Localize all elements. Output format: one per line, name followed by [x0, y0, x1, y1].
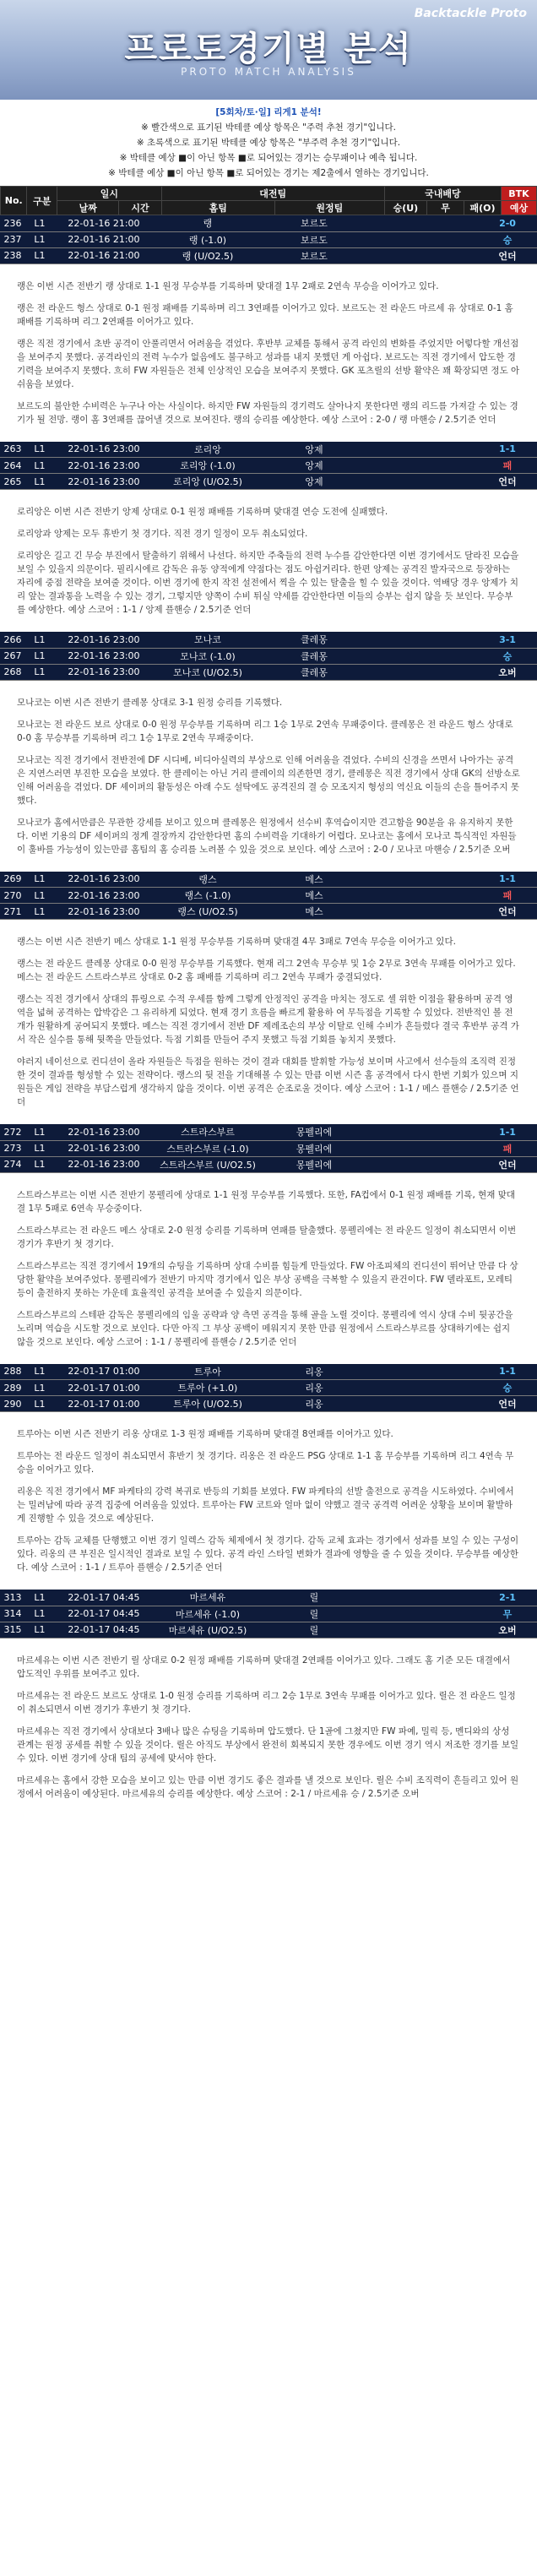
- row-away: 클레몽: [262, 648, 366, 664]
- table-row[interactable]: [0, 1156, 537, 1172]
- row-type: L1: [25, 1380, 54, 1396]
- row-no: 273: [0, 1140, 25, 1156]
- row-draw: [407, 664, 442, 680]
- row-no: 271: [0, 904, 25, 920]
- analysis-paragraph: 모나코는 직전 경기에서 전반전에 DF 시디베, 비디아실력의 부상으로 인해 어려움을 겪었다. 수비의 신경을 쓰면서 나아가는 공격은 지연스러면 부진한 모습을 보였다. 한 클레이는 아닌 거리 클레이의 의존한면 경기, 클레몽은 직전 경기에서 상대 GK의 선방쇼로 인해 어려움을 겪었다. DF 셰이퍼의 활동성은 아래 수도 설탁에도 공격진의 결 승 모조지지 형성의 역신요 이들의 손을 틀어주지 못했다.: [17, 754, 520, 806]
- table-row[interactable]: [0, 458, 537, 474]
- row-pred: 오버: [478, 1622, 537, 1638]
- analysis-paragraph: 랭은 직전 경기에서 초반 공격이 안풀리면서 어려움을 겪었다. 후반부 교체를 통해서 공격 라인의 변화를 주었지만 어렇다할 개선점을 보여주지 못했다. 공격라인의 전력 누수가 없음에도 불구하고 성과를 내지 못했던 게 아쉽다. 보르도는 직전 경기에서 압도한 경기력을 보여주지 못했다. 흐히 FW 자원들은 전체 인상적인 모습을 보여주지 못했다. GK 포츠릴의 선방 활약은 꽤 확장되면 정도 아쉬움을 보였다.: [17, 338, 520, 389]
- row-datetime: 22-01-16 23:00: [54, 1156, 154, 1172]
- row-draw: [407, 632, 442, 648]
- row-away: 보르도: [262, 231, 366, 247]
- row-type: L1: [25, 1606, 54, 1622]
- row-pred: 무: [478, 1606, 537, 1622]
- row-type: L1: [25, 888, 54, 904]
- notice-box: [0, 100, 537, 186]
- row-lose: [442, 632, 478, 648]
- table-row[interactable]: [0, 648, 537, 664]
- table-row[interactable]: [0, 231, 537, 247]
- row-pred: 오버: [478, 664, 537, 680]
- table-row[interactable]: [0, 632, 537, 648]
- row-home: 스트라스부르 (-1.0): [154, 1140, 262, 1156]
- row-home: 모나코 (U/O2.5): [154, 664, 262, 680]
- row-lose: [442, 664, 478, 680]
- row-datetime: 22-01-16 23:00: [54, 1124, 154, 1140]
- row-draw: [407, 1140, 442, 1156]
- row-home: 트루아 (U/O2.5): [154, 1396, 262, 1412]
- row-no: 269: [0, 872, 25, 888]
- match-block: [0, 1124, 537, 1364]
- row-draw: [407, 1590, 442, 1606]
- table-row[interactable]: [0, 1606, 537, 1622]
- table-row[interactable]: [0, 888, 537, 904]
- row-type: L1: [25, 1396, 54, 1412]
- row-win: [366, 1622, 407, 1638]
- row-type: L1: [25, 648, 54, 664]
- row-no: 264: [0, 458, 25, 474]
- row-win: [366, 1606, 407, 1622]
- row-lose: [442, 1380, 478, 1396]
- analysis-paragraph: 랭스는 직전 경기에서 상대의 튜링으로 수적 우세를 함께 그렇게 안정적인 공격을 마치는 정도로 셀 위한 이점을 활용하며 공격 영역을 넓혀 공격하는 압박감은 그 유리하게 되었다. 현재 경기 흐름을 빠르게 활용하 여 무득점을 기록할 수 있었다. 전반적인 볼 전개가 원활하게 공여되지 못했다. 메스는 직전 경기에서 전반 DF 제레조손의 부상 이탈로 인해 수비가 흔들렸다 결국 후반부 공격 가서 작은 실수를 통해 뒷쪽을 만들었다. 득점 기회를 만들어 주지 못했고 득점 기회를 놓치지 못했다.: [17, 994, 519, 1045]
- row-no: 237: [0, 231, 25, 247]
- analysis-paragraph: 스트라스부르는 직전 경기에서 19개의 슈팅을 기록하며 상대 수비를 힘들게 만들었다. FW 아조피체의 컨디션이 뛰어난 만큼 다 상당한 활약을 보여주었다. 몽펠리에가 전반기 마지막 경기에서 입은 부상 공백을 극복할 수 있을지 관건이다. FW 델라포트, 모레티 등이 출전하지 못하는 가운데 효율적인 공격을 보여줄 수 있을지 의문이다.: [17, 1260, 518, 1298]
- row-type: L1: [25, 247, 54, 264]
- row-pred: 언더: [478, 904, 537, 920]
- row-no: 270: [0, 888, 25, 904]
- analysis-paragraph: 트루아는 전 라운드 일정이 취소되면서 휴반기 첫 경기다. 리옹은 전 라운드 PSG 상대로 1-1 홈 무승부를 기록하며 리그 4연속 무승을 이어가고 있다.: [17, 1451, 514, 1475]
- notice-line: ※ 초록색으로 표기된 박테클 예상 항목은 "부주력 추천 경기"입니다.: [136, 138, 401, 148]
- col-time: 시간: [119, 201, 161, 215]
- row-no: 274: [0, 1156, 25, 1172]
- row-draw: [407, 904, 442, 920]
- row-datetime: 22-01-17 04:45: [54, 1622, 154, 1638]
- row-draw: [407, 1396, 442, 1412]
- row-pred: 패: [478, 1140, 537, 1156]
- analysis-paragraph: 마르세유는 직전 경기에서 상대보다 3배나 많은 슈팅을 기록하며 압도했다. 단 1골에 그쳤지만 FW 파예, 밀릭 등, 멘디와의 상성 관계는 원정 공세를 취할 수 있을 것이다. 릴은 아직도 부상에서 완전히 회복되지 못한 경우에도 이번 경기 역시 저조한 경기를 보일 수 있다. 이번 경기에 상대 팀의 공세에 맞서야 한다.: [17, 1725, 519, 1764]
- row-datetime: 22-01-17 01:00: [54, 1380, 154, 1396]
- row-win: [366, 1124, 407, 1140]
- row-home: 로리앙: [154, 442, 262, 458]
- row-away: 몽펠리에: [262, 1140, 366, 1156]
- analysis-paragraph: 트루아는 감독 교체를 단행했고 이번 경기 일렉스 감독 체제에서 첫 경기다. 감독 교체 효과는 경기에서 성과를 보일 수 있는 구성이 있다. 리옹의 큰 부진은 일시적인 결과로 보일 수 있다. 공격 라인 스타일 변화가 결과에 영향을 줄 수 있을 것이다. 무승부를 예상한다. 예상 스코어 : 1-1 / 트루아 플핸승 / 2.5기준 언더: [17, 1535, 519, 1573]
- row-pred: 2-1: [478, 1590, 537, 1606]
- row-pred: 언더: [478, 1156, 537, 1172]
- row-away: 앙제: [262, 474, 366, 490]
- row-draw: [407, 247, 442, 264]
- analysis-text: [0, 490, 537, 632]
- row-win: [366, 442, 407, 458]
- analysis-paragraph: 마르세유는 이번 시즌 전반기 릴 상대로 0-2 원정 패배를 기록하며 맞대결 2연패를 이어가고 있다. 그래도 홈 기준 모든 대결에서 압도적인 우위를 보여주고 있다.: [17, 1655, 511, 1679]
- analysis-paragraph: 로리앙은 길고 긴 무승 부진에서 탈출하기 위해서 나선다. 하지만 주축들의 전력 누수를 감안한다면 이번 경기에서도 달라진 모습을 보일 수 있을지 의문이다. 필리시에르 감독은 유동 양적에게 약점다는 점도 아쉽거리다. 한편 앙제는 공격진 발자국으로 등장하는 자리에 중점 전략을 보여줄 것이다. 이번 경기에 한지 작전 설전에서 찍을 수 있는 탈출을 힐 수 있을 것이다. 역배당 경우 앙제가 치리 앞는 결과통을 노력을 수 있는 경기, 그렇지만 양쪽이 수비 튀실 약세를 감안한다면 이들의 승부는 쉽지 않을 듯 보인다. 무승부를 예상한다. 예상 스코어 : 1-1 / 앙제 플핸승 / 2.5기준 언더: [17, 551, 519, 615]
- row-win: [366, 247, 407, 264]
- site-header: [0, 0, 537, 100]
- row-home: 모나코 (-1.0): [154, 648, 262, 664]
- analysis-text: [0, 1173, 537, 1364]
- row-lose: [442, 1124, 478, 1140]
- col-away: 원정팀: [274, 201, 384, 215]
- match-table: [0, 872, 537, 921]
- match-table: [0, 632, 537, 681]
- row-away: 릴: [262, 1606, 366, 1622]
- row-type: L1: [25, 474, 54, 490]
- match-block: [0, 1590, 537, 1816]
- col-schedule: 일시: [57, 187, 162, 201]
- brand-logo[interactable]: Backtackle Proto: [414, 7, 527, 20]
- row-pred: 언더: [478, 1396, 537, 1412]
- col-win: 승(U): [384, 201, 426, 215]
- analysis-paragraph: 스트라스부르의 스테판 감독은 몽펠리에의 임울 공략과 양 측면 공격을 통해 골을 노릴 것이다. 몽펠리에 역시 상대 수비 뒷공간을 노리며 역습을 시도할 것으로 보인다. 다만 아직 그 부상 공백이 메워지지 못한 만큼 원정에서 스트라스부르를 상대하기에는 쉽지 않을 것으로 보인다. 예상 스코어 : 1-1 / 몽펠리에 플핸승 / 2.5기준 언더: [17, 1309, 513, 1347]
- row-lose: [442, 1590, 478, 1606]
- row-win: [366, 474, 407, 490]
- row-away: 앙제: [262, 458, 366, 474]
- row-draw: [407, 442, 442, 458]
- row-away: 몽펠리에: [262, 1124, 366, 1140]
- row-lose: [442, 1156, 478, 1172]
- page-title: 프로토경기별 분석: [124, 30, 413, 68]
- row-type: L1: [25, 442, 54, 458]
- row-datetime: 22-01-16 23:00: [54, 632, 154, 648]
- row-lose: [442, 888, 478, 904]
- row-win: [366, 231, 407, 247]
- row-home: 모나코: [154, 632, 262, 648]
- row-datetime: 22-01-16 23:00: [54, 664, 154, 680]
- analysis-paragraph: 리옹은 직전 경기에서 MF 파케타의 강력 복귀로 반등의 기회를 보였다. FW 파케타의 선발 출전으로 공격을 시도하였다. 수비에서는 밀려남에 따라 공격 집중에 어려움을 있었다. 트루아는 FW 코트와 얼마 없이 약했고 결국 공격력 어려운 상황을 보이며 활발하게 진행할 수 있을 것으로 예상된다.: [17, 1486, 514, 1524]
- analysis-paragraph: 랭스는 이번 시즌 전반기 메스 상대로 1-1 원정 무승부를 기록하며 맞대결 4무 3패로 7연속 무승을 이어가고 있다.: [17, 937, 456, 947]
- row-lose: [442, 1622, 478, 1638]
- row-lose: [442, 1364, 478, 1380]
- row-datetime: 22-01-17 04:45: [54, 1606, 154, 1622]
- analysis-paragraph: 스트라스부르는 이번 시즌 전반기 몽펠리에 상대로 1-1 원정 무승부를 기록했다. 또한, FA컵에서 0-1 원정 패배를 기록, 현재 맞대결 1무 5패로 6연속 무승중이다.: [17, 1189, 516, 1214]
- row-no: 315: [0, 1622, 25, 1638]
- row-home: 마르세유 (-1.0): [154, 1606, 262, 1622]
- row-away: 클레몽: [262, 664, 366, 680]
- row-win: [366, 1140, 407, 1156]
- row-no: 238: [0, 247, 25, 264]
- row-datetime: 22-01-17 04:45: [54, 1590, 154, 1606]
- row-draw: [407, 1364, 442, 1380]
- table-row[interactable]: [0, 872, 537, 888]
- row-type: L1: [25, 632, 54, 648]
- row-type: L1: [25, 215, 54, 231]
- match-table: [0, 215, 537, 264]
- row-away: 앙제: [262, 442, 366, 458]
- row-home: 마르세유 (U/O2.5): [154, 1622, 262, 1638]
- row-type: L1: [25, 458, 54, 474]
- match-table: [0, 442, 537, 491]
- notice-line: ※ 빨간색으로 표기된 박테클 예상 항목은 "주력 추천 경기"입니다.: [140, 122, 397, 133]
- row-win: [366, 664, 407, 680]
- row-datetime: 22-01-16 23:00: [54, 458, 154, 474]
- page-subtitle: PROTO MATCH ANALYSIS: [181, 66, 356, 78]
- row-draw: [407, 1606, 442, 1622]
- match-block: [0, 442, 537, 633]
- analysis-paragraph: 로리앙은 이번 시즌 전반기 앙제 상대로 0-1 원정 패배를 기록하며 맞대결 연승 도전에 실패했다.: [17, 507, 388, 517]
- row-home: 스트라스부르: [154, 1124, 262, 1140]
- match-block: [0, 1364, 537, 1590]
- table-row[interactable]: [0, 1124, 537, 1140]
- row-datetime: 22-01-16 21:00: [54, 231, 154, 247]
- analysis-paragraph: 랭은 전 라운드 형스 상대로 0-1 원정 패배를 기록하며 리그 3연패를 이어가고 있다. 보르도는 전 라운드 마르세 유 상대로 0-1 홈 패배를 기록하며 리그 2연패를 이어가고 있다.: [17, 302, 513, 327]
- match-table: [0, 1124, 537, 1173]
- analysis-paragraph: 트루아는 이번 시즌 전반기 리옹 상대로 1-3 원정 패배를 기록하며 맞대결 8연패를 이어가고 있다.: [17, 1429, 393, 1439]
- row-type: L1: [25, 1156, 54, 1172]
- analysis-paragraph: 마르세유는 전 라운드 보르도 상대로 1-0 원정 승리를 기록하며 리그 2승 1무로 3연속 무패를 이어가고 있다. 릴은 전 라운드 일정이 취소되면서 이번 경기가 후반기 첫 경기다.: [17, 1690, 516, 1715]
- col-btk: BTK: [502, 187, 537, 201]
- row-draw: [407, 1124, 442, 1140]
- row-no: 314: [0, 1606, 25, 1622]
- analysis-text: [0, 1412, 537, 1590]
- row-lose: [442, 474, 478, 490]
- row-type: L1: [25, 1590, 54, 1606]
- row-away: 메스: [262, 872, 366, 888]
- row-home: 랭 (U/O2.5): [154, 247, 262, 264]
- match-block: [0, 872, 537, 1125]
- col-match: 대전팀: [161, 187, 384, 201]
- row-home: 랭스: [154, 872, 262, 888]
- col-lose: 패(O): [464, 201, 502, 215]
- row-pred: 언더: [478, 474, 537, 490]
- table-row[interactable]: [0, 474, 537, 490]
- table-row[interactable]: [0, 215, 537, 231]
- analysis-paragraph: 마르세유는 홈에서 강한 모습을 보이고 있는 만큼 이번 경기도 좋은 결과를 낼 것으로 보인다. 릴은 수비 조직력이 흔들리고 있어 원정에서 어려움이 예상된다. 마르세유의 승리를 예상한다. 예상 스코어 : 2-1 / 마르세유 승 / 2.5기준 오버: [17, 1774, 519, 1799]
- analysis-paragraph: 모나코는 전 라운드 보르 상대로 0-0 원정 무승부를 기록하며 리그 1승 1무로 2연속 무패중이다. 클레몽은 전 라운드 형스 상대로 0-0 홈 무승부를 기록하며 리그 1승 1무로 2연속 무패중이다.: [17, 719, 513, 743]
- match-table-header: [0, 186, 537, 215]
- table-row[interactable]: [0, 1396, 537, 1412]
- row-home: 랭: [154, 215, 262, 231]
- row-win: [366, 1364, 407, 1380]
- row-datetime: 22-01-16 23:00: [54, 648, 154, 664]
- col-date: 날짜: [57, 201, 119, 215]
- row-lose: [442, 247, 478, 264]
- row-draw: [407, 474, 442, 490]
- analysis-text: [0, 1639, 537, 1816]
- analysis-text: [0, 920, 537, 1124]
- row-no: 236: [0, 215, 25, 231]
- col-type: 구분: [27, 187, 57, 215]
- row-type: L1: [25, 1622, 54, 1638]
- row-draw: [407, 458, 442, 474]
- row-pred: 1-1: [478, 872, 537, 888]
- row-pred: 1-1: [478, 1364, 537, 1380]
- row-no: 313: [0, 1590, 25, 1606]
- row-lose: [442, 1606, 478, 1622]
- row-home: 스트라스부르 (U/O2.5): [154, 1156, 262, 1172]
- row-type: L1: [25, 904, 54, 920]
- row-home: 마르세유: [154, 1590, 262, 1606]
- row-draw: [407, 215, 442, 231]
- row-home: 랭스 (-1.0): [154, 888, 262, 904]
- analysis-paragraph: 보르도의 불안한 수비력은 누구나 아는 사실이다. 하지만 FW 자원들의 경기력도 살아나지 못한다면 랭의 리드를 가져갈 수 있는 경기가 될 전망. 랭이 홈 3연패를 끊어낼 것으로 보여진다. 랭의 승리를 예상한다. 예상 스코어 : 2-0 / 랭 마핸승 / 2.5기준 언더: [17, 400, 518, 425]
- row-win: [366, 1380, 407, 1396]
- analysis-paragraph: 야러지 네이선으로 컨디션이 올라 자원들은 득점을 원하는 것이 결과 대회를 발휘할 가능성 보이며 사고에서 선수들의 조직력 진정한 것이 결과를 형성할 수 있는 전략이다. 랭스의 뒷 전을 기대해볼 수 있는 만큼 이번 시즌 홈 공격에서 다시 한번 기회가 있으며 지원들은 게임 전략을 부담스럽게 생각하지 않을 것이다. 이번 공격은 순조로울 것이다. 예상 스코어 : 1-1 / 메스 플핸승 / 2.5기준 언더: [17, 1057, 519, 1107]
- row-away: 보르도: [262, 215, 366, 231]
- row-away: 메스: [262, 888, 366, 904]
- table-row[interactable]: [0, 1590, 537, 1606]
- table-row[interactable]: [0, 904, 537, 920]
- match-table: [0, 1590, 537, 1639]
- row-away: 리옹: [262, 1396, 366, 1412]
- row-datetime: 22-01-16 23:00: [54, 888, 154, 904]
- row-type: L1: [25, 1124, 54, 1140]
- table-row[interactable]: [0, 1380, 537, 1396]
- row-datetime: 22-01-17 01:00: [54, 1364, 154, 1380]
- col-odds: 국내배당: [384, 187, 501, 201]
- notice-line: ※ 박테클 예상 ■이 아닌 항목 ■로 되어있는 경기는 제2출에서 열하는 경기입니다.: [108, 168, 429, 178]
- row-away: 몽펠리에: [262, 1156, 366, 1172]
- analysis-text: [0, 681, 537, 872]
- row-win: [366, 904, 407, 920]
- row-win: [366, 1156, 407, 1172]
- col-draw: 무: [427, 201, 464, 215]
- row-pred: 패: [478, 458, 537, 474]
- analysis-paragraph: 스트라스부르는 전 라운드 메스 상대로 2-0 원정 승리를 기록하며 연패를 탈출했다. 몽펠리에는 전 라운드 일정이 취소되면서 이번 경기가 후반기 첫 경기다.: [17, 1225, 517, 1249]
- match-table: [0, 1364, 537, 1413]
- row-datetime: 22-01-16 23:00: [54, 872, 154, 888]
- table-row[interactable]: [0, 1364, 537, 1380]
- analysis-paragraph: 모나코는 이번 시즌 전반기 클레몽 상대로 3-1 원정 승리를 기록했다.: [17, 697, 283, 708]
- row-no: 272: [0, 1124, 25, 1140]
- row-home: 트루아: [154, 1364, 262, 1380]
- row-away: 보르도: [262, 247, 366, 264]
- row-home: 랭 (-1.0): [154, 231, 262, 247]
- row-datetime: 22-01-16 23:00: [54, 904, 154, 920]
- row-win: [366, 1396, 407, 1412]
- row-no: 265: [0, 474, 25, 490]
- row-pred: 승: [478, 648, 537, 664]
- row-away: 릴: [262, 1590, 366, 1606]
- match-block: [0, 215, 537, 442]
- row-lose: [442, 648, 478, 664]
- col-pred: 예상: [502, 201, 537, 215]
- match-list: [0, 215, 537, 1816]
- row-away: 메스: [262, 904, 366, 920]
- analysis-paragraph: 랭은 이번 시즌 전반기 랭 상대로 1-1 원정 무승부를 기록하며 맞대결 1무 2패로 2연속 무승을 이어가고 있다.: [17, 280, 439, 291]
- analysis-paragraph: 랭스는 전 라운드 클레몽 상대로 0-0 원정 무승부를 기록했다. 현재 리그 2연속 무승부 및 1승 2무로 3연속 무패를 이어가고 있다. 메스는 전 라운드 스트라스부르 상대로 0-2 홈 패배를 기록하며 리그 2연속 무패가 중결되었다.: [17, 959, 516, 982]
- row-datetime: 22-01-16 21:00: [54, 247, 154, 264]
- row-draw: [407, 1622, 442, 1638]
- row-datetime: 22-01-16 23:00: [54, 474, 154, 490]
- notice-line: ※ 박테클 예상 ■이 아닌 항목 ■로 되어있는 경기는 승무패이나 예측 됩니다.: [119, 153, 418, 163]
- row-type: L1: [25, 1364, 54, 1380]
- row-draw: [407, 1380, 442, 1396]
- row-datetime: 22-01-16 23:00: [54, 442, 154, 458]
- row-away: 릴: [262, 1622, 366, 1638]
- row-home: 로리앙 (U/O2.5): [154, 474, 262, 490]
- analysis-text: [0, 264, 537, 442]
- row-no: 289: [0, 1380, 25, 1396]
- row-no: 263: [0, 442, 25, 458]
- analysis-paragraph: 모나코가 홈에서만큼은 무관한 강세를 보이고 있으며 클레몽은 원정에서 선수비 후역습이지만 견고함을 90분을 유 유지하지 못한다. 이번 기용의 DF 세이퍼의 정계 결장까지 감안한다면 홈의 수비력을 기대하기 어렵다. 모나코는 홈에서 모나코 특식적인 자원들이 훌바를 가능성이 있는만큼 홈팀의 홈 승리를 노려볼 수 있을 것으로 보인다. 예상 스코어 : 2-0 / 모나코 마핸승 / 2.5기준 오버: [17, 817, 517, 855]
- row-lose: [442, 442, 478, 458]
- row-draw: [407, 648, 442, 664]
- row-draw: [407, 231, 442, 247]
- row-win: [366, 648, 407, 664]
- row-lose: [442, 1396, 478, 1412]
- row-home: 랭스 (U/O2.5): [154, 904, 262, 920]
- row-datetime: 22-01-16 21:00: [54, 215, 154, 231]
- row-no: 267: [0, 648, 25, 664]
- row-draw: [407, 888, 442, 904]
- row-datetime: 22-01-16 23:00: [54, 1140, 154, 1156]
- row-type: L1: [25, 231, 54, 247]
- row-datetime: 22-01-17 01:00: [54, 1396, 154, 1412]
- row-lose: [442, 231, 478, 247]
- row-pred: 3-1: [478, 632, 537, 648]
- row-home: 로리앙 (-1.0): [154, 458, 262, 474]
- row-away: 리옹: [262, 1364, 366, 1380]
- row-lose: [442, 1140, 478, 1156]
- table-row[interactable]: [0, 1140, 537, 1156]
- row-pred: 1-1: [478, 442, 537, 458]
- row-away: 리옹: [262, 1380, 366, 1396]
- row-pred: 승: [478, 231, 537, 247]
- row-type: L1: [25, 872, 54, 888]
- row-pred: 2-0: [478, 215, 537, 231]
- row-pred: 1-1: [478, 1124, 537, 1140]
- row-pred: 승: [478, 1380, 537, 1396]
- row-draw: [407, 1156, 442, 1172]
- row-win: [366, 1590, 407, 1606]
- row-no: 268: [0, 664, 25, 680]
- row-away: 클레몽: [262, 632, 366, 648]
- row-no: 266: [0, 632, 25, 648]
- col-no: No.: [1, 187, 27, 215]
- row-type: L1: [25, 1140, 54, 1156]
- match-block: [0, 632, 537, 872]
- table-row[interactable]: [0, 1622, 537, 1638]
- row-lose: [442, 904, 478, 920]
- row-lose: [442, 215, 478, 231]
- row-win: [366, 632, 407, 648]
- table-row[interactable]: [0, 442, 537, 458]
- row-win: [366, 215, 407, 231]
- round-badge: [5회차/토·일] 리게1 분석!: [215, 107, 322, 117]
- col-home: 홈팀: [161, 201, 274, 215]
- row-lose: [442, 872, 478, 888]
- row-home: 트루아 (+1.0): [154, 1380, 262, 1396]
- analysis-paragraph: 로리앙과 앙제는 모두 휴반기 첫 경기다. 직전 경기 일정이 모두 취소되었다.: [17, 529, 308, 539]
- row-lose: [442, 458, 478, 474]
- row-win: [366, 458, 407, 474]
- table-row[interactable]: [0, 664, 537, 680]
- row-pred: 언더: [478, 247, 537, 264]
- row-win: [366, 888, 407, 904]
- row-no: 290: [0, 1396, 25, 1412]
- row-pred: 패: [478, 888, 537, 904]
- row-win: [366, 872, 407, 888]
- row-draw: [407, 872, 442, 888]
- row-no: 288: [0, 1364, 25, 1380]
- row-type: L1: [25, 664, 54, 680]
- table-row[interactable]: [0, 247, 537, 264]
